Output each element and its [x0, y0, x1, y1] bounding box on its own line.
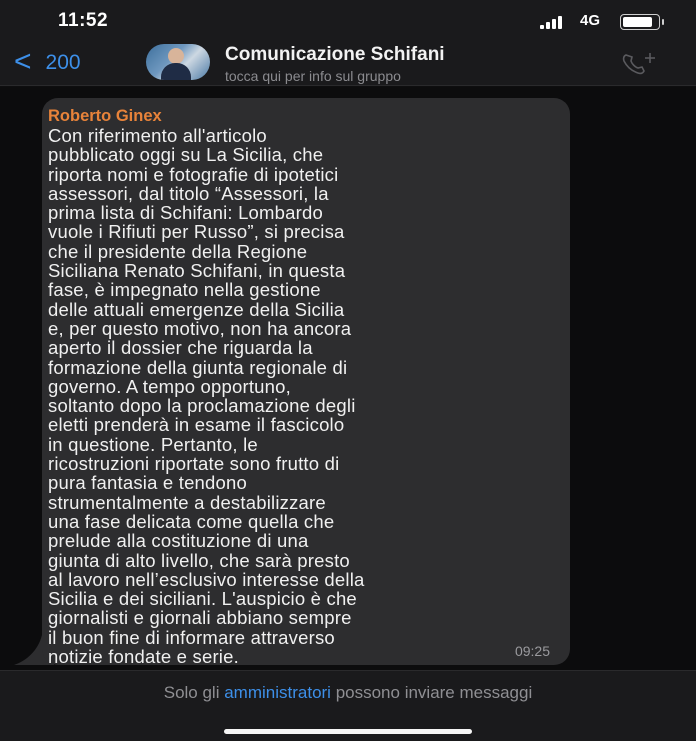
status-bar	[0, 0, 696, 42]
footer	[0, 670, 696, 741]
status-time: 11:52	[58, 10, 109, 31]
chat-header[interactable]	[0, 42, 696, 86]
footer-notice	[0, 683, 696, 703]
message-time: 09:25	[514, 643, 550, 659]
chevron-left-icon: <	[14, 45, 32, 78]
home-indicator[interactable]	[224, 729, 472, 734]
chat-title[interactable]: Comunicazione Schifani	[225, 44, 445, 65]
add-call-icon[interactable]	[620, 50, 660, 76]
admins-link[interactable]: amministratori	[224, 683, 331, 702]
signal-icon	[540, 15, 570, 29]
battery-icon	[620, 14, 660, 30]
avatar[interactable]	[146, 44, 210, 80]
message-text: Con riferimento all'articolo pubblicato oggi su La Sicilia, che riporta nomi e fotografie di ipotetici assessori, dal titolo “Assessori, la prima lista di Schifani: Lombardo vuole i Rifiuti per Russo”, si precisa che il presidente della Regione Siciliana Renato Schifani, in questa fase, è impegnato nella gestione delle attuali emergenze della Sicilia e, per questo motivo, non ha ancora aperto il dossier che riguarda la formazione della giunta regionale di governo. A tempo opportuno, soltanto dopo la proclamazione degli eletti prenderà in esame il fascicolo in questione. Pertanto, le ricostruzioni riportate sono frutto di pura fantasia e tendono strumentalmente a destabilizzare una fase delicata come quella che prelude alla costituzione di una giunta di alto livello, che sarà presto al lavoro nell’esclusivo interesse della Sicilia e dei siciliani. L'auspicio è che giornalisti e giornali abbiano sempre il buon fine di informare attraverso notizie fondate e serie.	[48, 125, 365, 668]
chat-subtitle[interactable]: tocca qui per info sul gruppo	[225, 68, 401, 84]
network-label: 4G	[580, 12, 601, 29]
back-count: 200	[45, 51, 81, 74]
back-button[interactable]	[14, 45, 81, 78]
chat-area[interactable]	[0, 87, 696, 670]
footer-text-after: possono inviare messaggi	[330, 683, 533, 702]
message-sender[interactable]: Roberto Ginex	[48, 107, 162, 125]
message-bubble[interactable]	[42, 98, 570, 668]
footer-text-before: Solo gli	[163, 683, 225, 702]
